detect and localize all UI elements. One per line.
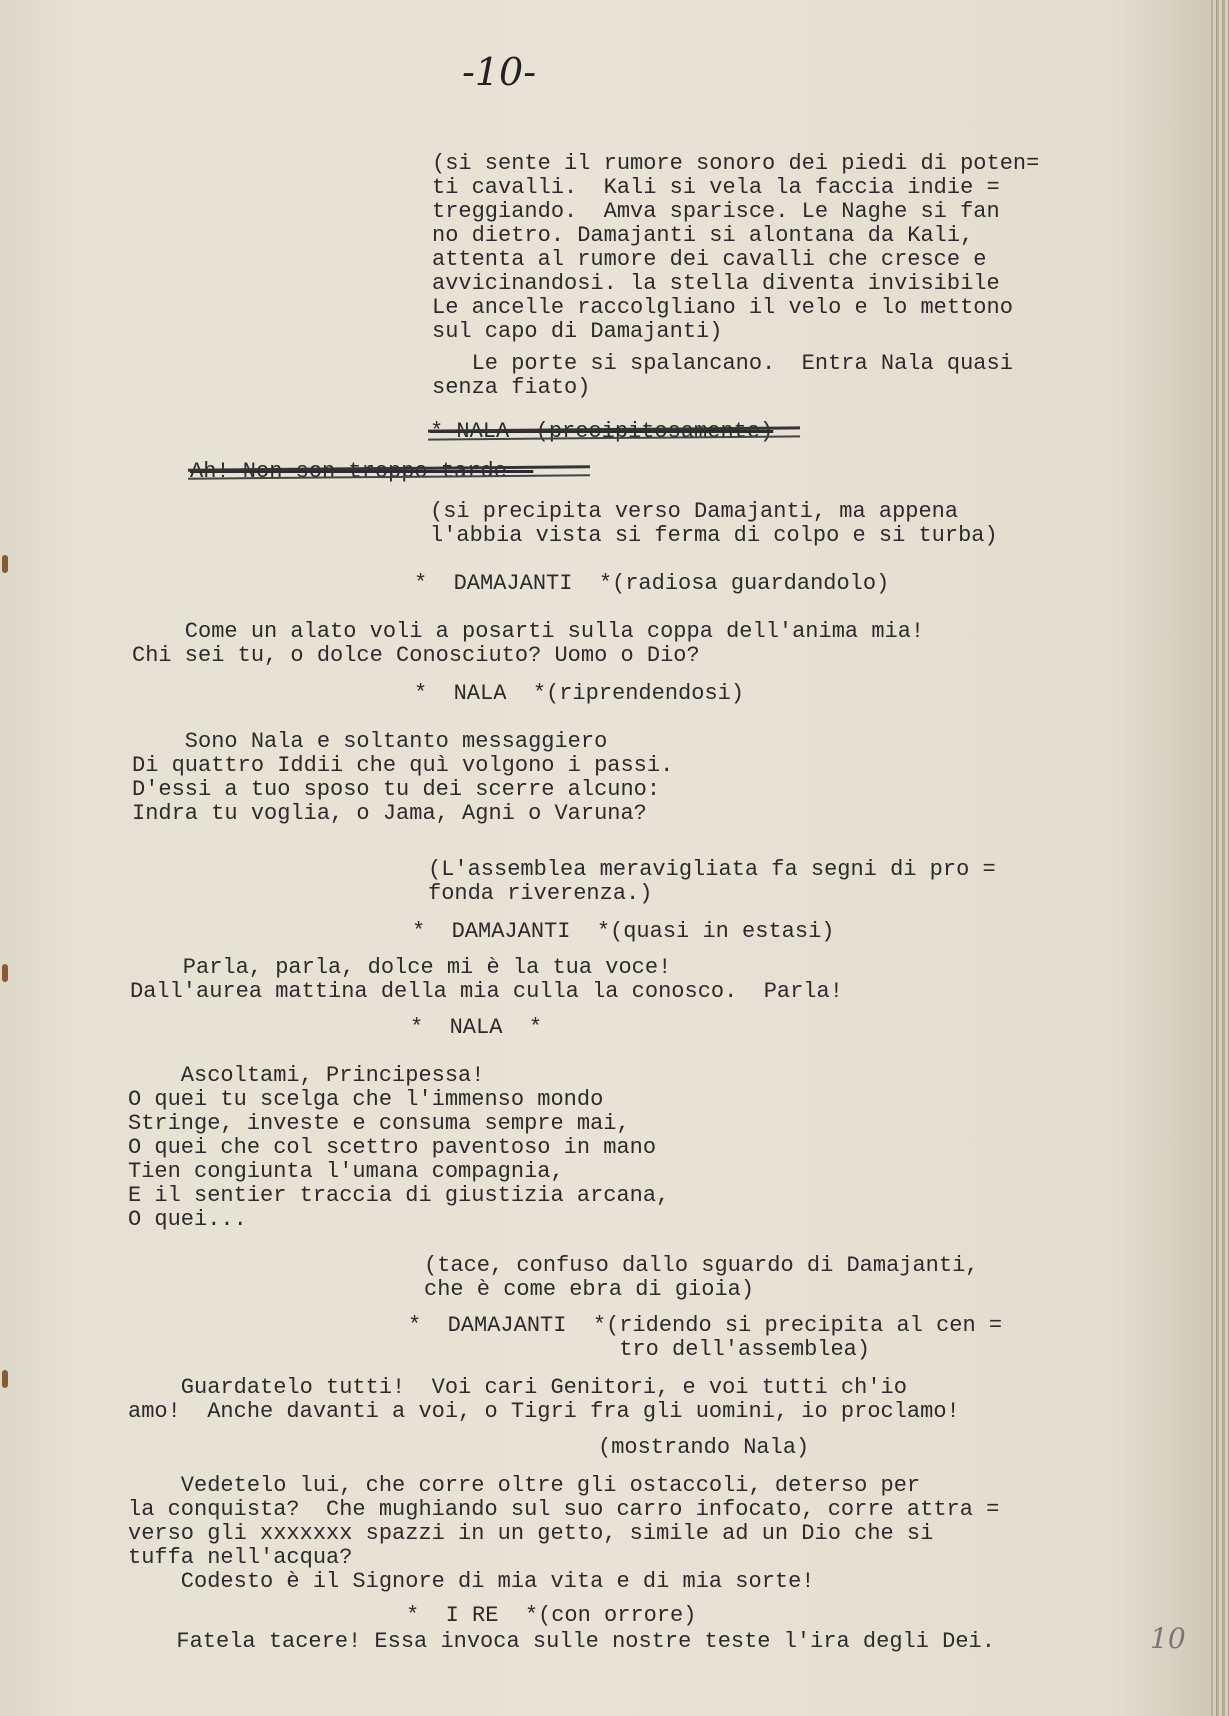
stage-direction-line: Le ancelle raccolgliano il velo e lo mettono xyxy=(432,295,1013,320)
page-number: -10- xyxy=(462,50,537,94)
speaker-cue: * I RE *(con orrore) xyxy=(406,1603,697,1628)
speech-line: Indra tu voglia, o Jama, Agni o Varuna? xyxy=(132,801,647,826)
speaker-cue: * NALA *(riprendendosi) xyxy=(414,681,745,706)
speech-line: Fatela tacere! Essa invoca sulle nostre teste l'ira degli Dei. xyxy=(150,1629,995,1654)
stage-direction-line: sul capo di Damajanti) xyxy=(432,319,723,344)
stage-direction-line: ti cavalli. Kali si vela la faccia indie = xyxy=(432,175,1000,200)
stage-direction-line: (mostrando Nala) xyxy=(598,1435,810,1460)
speech-line: amo! Anche davanti a voi, o Tigri fra gli uomini, io proclamo! xyxy=(128,1399,960,1424)
speaker-cue: tro dell'assemblea) xyxy=(408,1337,871,1362)
speech-line: E il sentier traccia di giustizia arcana, xyxy=(128,1183,670,1208)
struck-out-line: Ah! Non son troppo tarde - xyxy=(190,459,534,484)
stage-direction-line: fonda riverenza.) xyxy=(428,881,653,906)
stage-direction-line: senza fiato) xyxy=(432,375,591,400)
stage-direction-line: treggiando. Amva sparisce. Le Naghe si fan xyxy=(432,199,1000,224)
speech-line: Dall'aurea mattina della mia culla la conosco. Parla! xyxy=(130,979,843,1004)
stage-direction-line: Le porte si spalancano. Entra Nala quasi xyxy=(432,351,1013,376)
speech-line: tuffa nell'acqua? xyxy=(128,1545,353,1570)
binding-mark xyxy=(2,964,8,982)
speech-line: Ascoltami, Principessa! xyxy=(128,1063,485,1088)
speech-line: Chi sei tu, o dolce Conosciuto? Uomo o Dio? xyxy=(132,643,700,668)
speech-line: O quei... xyxy=(128,1207,247,1232)
speech-line: O quei tu scelga che l'immenso mondo xyxy=(128,1087,604,1112)
speech-line: Codesto è il Signore di mia vita e di mia sorte! xyxy=(128,1569,815,1594)
struck-out-line: * NALA (precipitosamente) xyxy=(430,419,774,444)
speaker-cue: * DAMAJANTI *(quasi in estasi) xyxy=(412,919,835,944)
speech-line: Come un alato voli a posarti sulla coppa dell'anima mia! xyxy=(132,619,925,644)
stage-direction-line: (si precipita verso Damajanti, ma appena xyxy=(430,499,959,524)
stage-direction-line: che è come ebra di gioia) xyxy=(424,1277,755,1302)
speech-line: D'essi a tuo sposo tu dei scerre alcuno: xyxy=(132,777,661,802)
speech-line: Vedetelo lui, che corre oltre gli ostaccoli, deterso per xyxy=(128,1473,921,1498)
stage-direction-line: attenta al rumore dei cavalli che cresce e xyxy=(432,247,987,272)
binding-mark xyxy=(2,1370,8,1388)
speech-line: Sono Nala e soltanto messaggiero xyxy=(132,729,608,754)
speech-line: verso gli xxxxxxx spazzi in un getto, simile ad un Dio che si xyxy=(128,1521,934,1546)
folio-number: 10 xyxy=(1150,1622,1186,1655)
speech-line: O quei che col scettro paventoso in mano xyxy=(128,1135,657,1160)
speech-line: Parla, parla, dolce mi è la tua voce! xyxy=(130,955,672,980)
speaker-cue: * DAMAJANTI *(radiosa guardandolo) xyxy=(414,571,890,596)
speech-line: Guardatelo tutti! Voi cari Genitori, e voi tutti ch'io xyxy=(128,1375,907,1400)
stage-direction-line: no dietro. Damajanti si alontana da Kali, xyxy=(432,223,974,248)
speech-line: la conquista? Che mughiando sul suo carro infocato, corre attra = xyxy=(128,1497,1000,1522)
stage-direction-line: avvicinandosi. la stella diventa invisibile xyxy=(432,271,1000,296)
page-edge xyxy=(1211,0,1229,1716)
speech-line: Stringe, investe e consuma sempre mai, xyxy=(128,1111,630,1136)
stage-direction-line: (si sente il rumore sonoro dei piedi di poten= xyxy=(432,151,1040,176)
binding-mark xyxy=(2,555,8,573)
speaker-cue: * DAMAJANTI *(ridendo si precipita al cen = xyxy=(408,1313,1003,1338)
stage-direction-line: (L'assemblea meravigliata fa segni di pro = xyxy=(428,857,996,882)
speech-line: Tien congiunta l'umana compagnia, xyxy=(128,1159,564,1184)
speech-line: Di quattro Iddii che quì volgono i passi. xyxy=(132,753,674,778)
stage-direction-line: (tace, confuso dallo sguardo di Damajanti, xyxy=(424,1253,979,1278)
speaker-cue: * NALA * xyxy=(410,1015,543,1040)
stage-direction-line: l'abbia vista si ferma di colpo e si turba) xyxy=(430,523,998,548)
